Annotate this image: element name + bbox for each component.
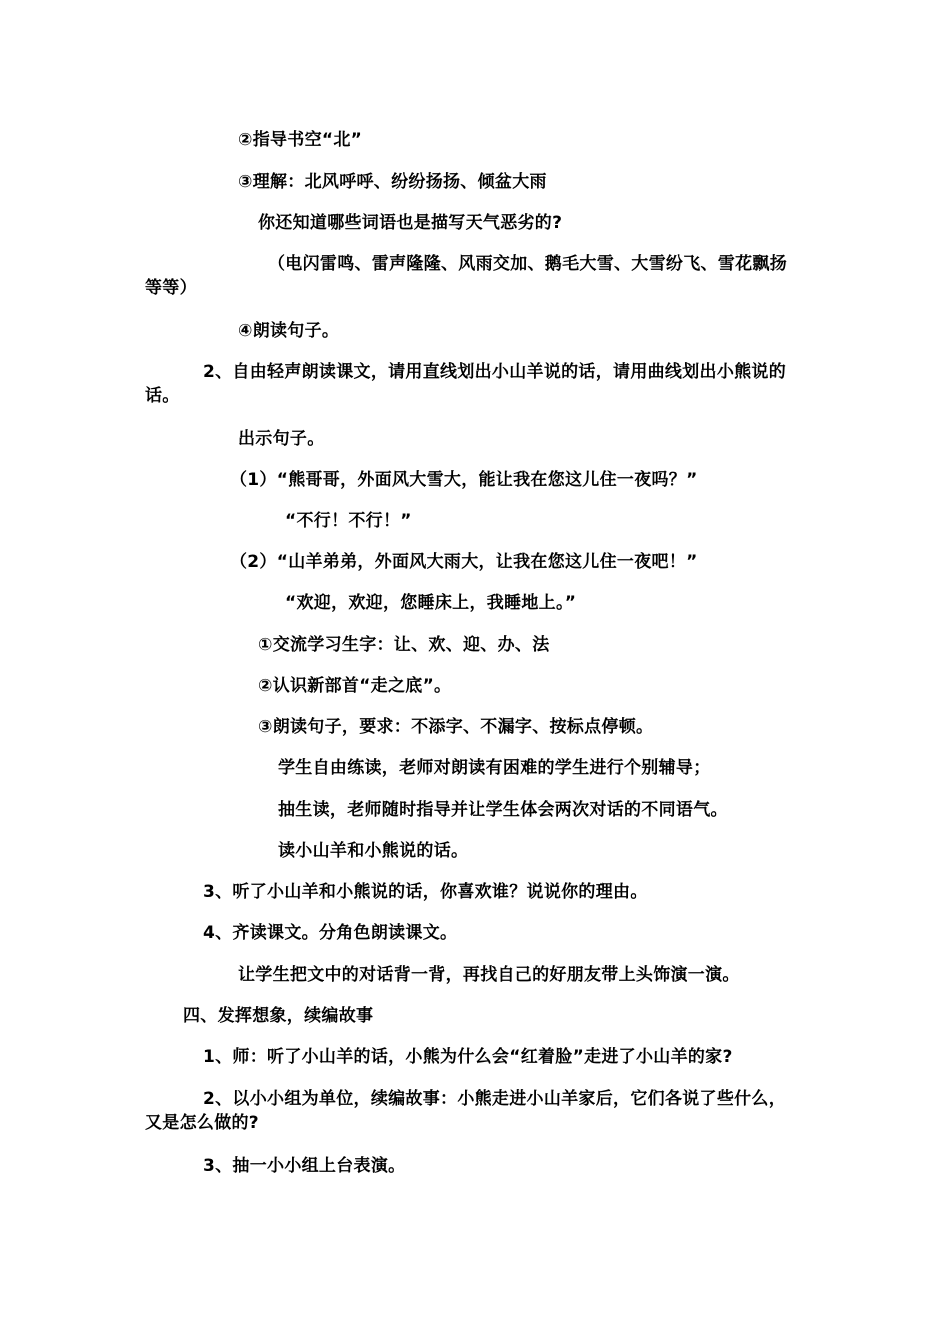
text-line: （2）“山羊弟弟，外面风大雨大，让我在您这儿住一夜吧！” xyxy=(230,552,698,572)
text-line: 3、听了小山羊和小熊说的话，你喜欢谁？说说你的理由。 xyxy=(203,882,648,902)
text-line: 你还知道哪些词语也是描写天气恶劣的? xyxy=(258,213,563,233)
text-line: 出示句子。 xyxy=(238,429,325,449)
text-line: 1、师：听了小山羊的话，小熊为什么会“红着脸”走进了小山羊的家? xyxy=(203,1047,733,1067)
text-line: “欢迎，欢迎，您睡床上，我睡地上。” xyxy=(285,593,577,613)
text-line: 4、齐读课文。分角色朗读课文。 xyxy=(203,923,458,943)
text-line: 读小山羊和小熊说的话。 xyxy=(278,841,469,861)
text-line: ④朗读句子。 xyxy=(238,321,340,341)
text-line: ①交流学习生字：让、欢、迎、办、法 xyxy=(258,635,550,655)
text-line: 3、抽一小小组上台表演。 xyxy=(203,1156,406,1176)
text-line: ②认识新部首“走之底”。 xyxy=(258,676,452,696)
text-paragraph: （电闪雷鸣、雷声隆隆、风雨交加、鹅毛大雪、大雪纷飞、雪花飘扬等等） xyxy=(145,254,787,298)
text-line: ③理解：北风呼呼、纷纷扬扬、倾盆大雨 xyxy=(238,172,547,192)
section-heading: 四、发挥想象，续编故事 xyxy=(183,1006,374,1026)
text-line: 让学生把文中的对话背一背，再找自己的好朋友带上头饰演一演。 xyxy=(238,965,740,985)
text-line: “不行！不行！” xyxy=(285,511,412,531)
text-paragraph: 2、自由轻声朗读课文，请用直线划出小山羊说的话，请用曲线划出小熊说的话。 xyxy=(145,362,787,406)
text-line: ②指导书空“北” xyxy=(238,130,363,150)
text-paragraph: 2、以小小组为单位，续编故事：小熊走进小山羊家后，它们各说了些什么，又是怎么做的? xyxy=(145,1089,787,1133)
text-line: 抽生读，老师随时指导并让学生体会两次对话的不同语气。 xyxy=(278,800,728,820)
text-line: ③朗读句子，要求：不添字、不漏字、按标点停顿。 xyxy=(258,717,654,737)
text-line: 学生自由练读，老师对朗读有困难的学生进行个别辅导； xyxy=(278,758,711,778)
text-line: （1）“熊哥哥，外面风大雪大，能让我在您这儿住一夜吗？” xyxy=(230,470,698,490)
